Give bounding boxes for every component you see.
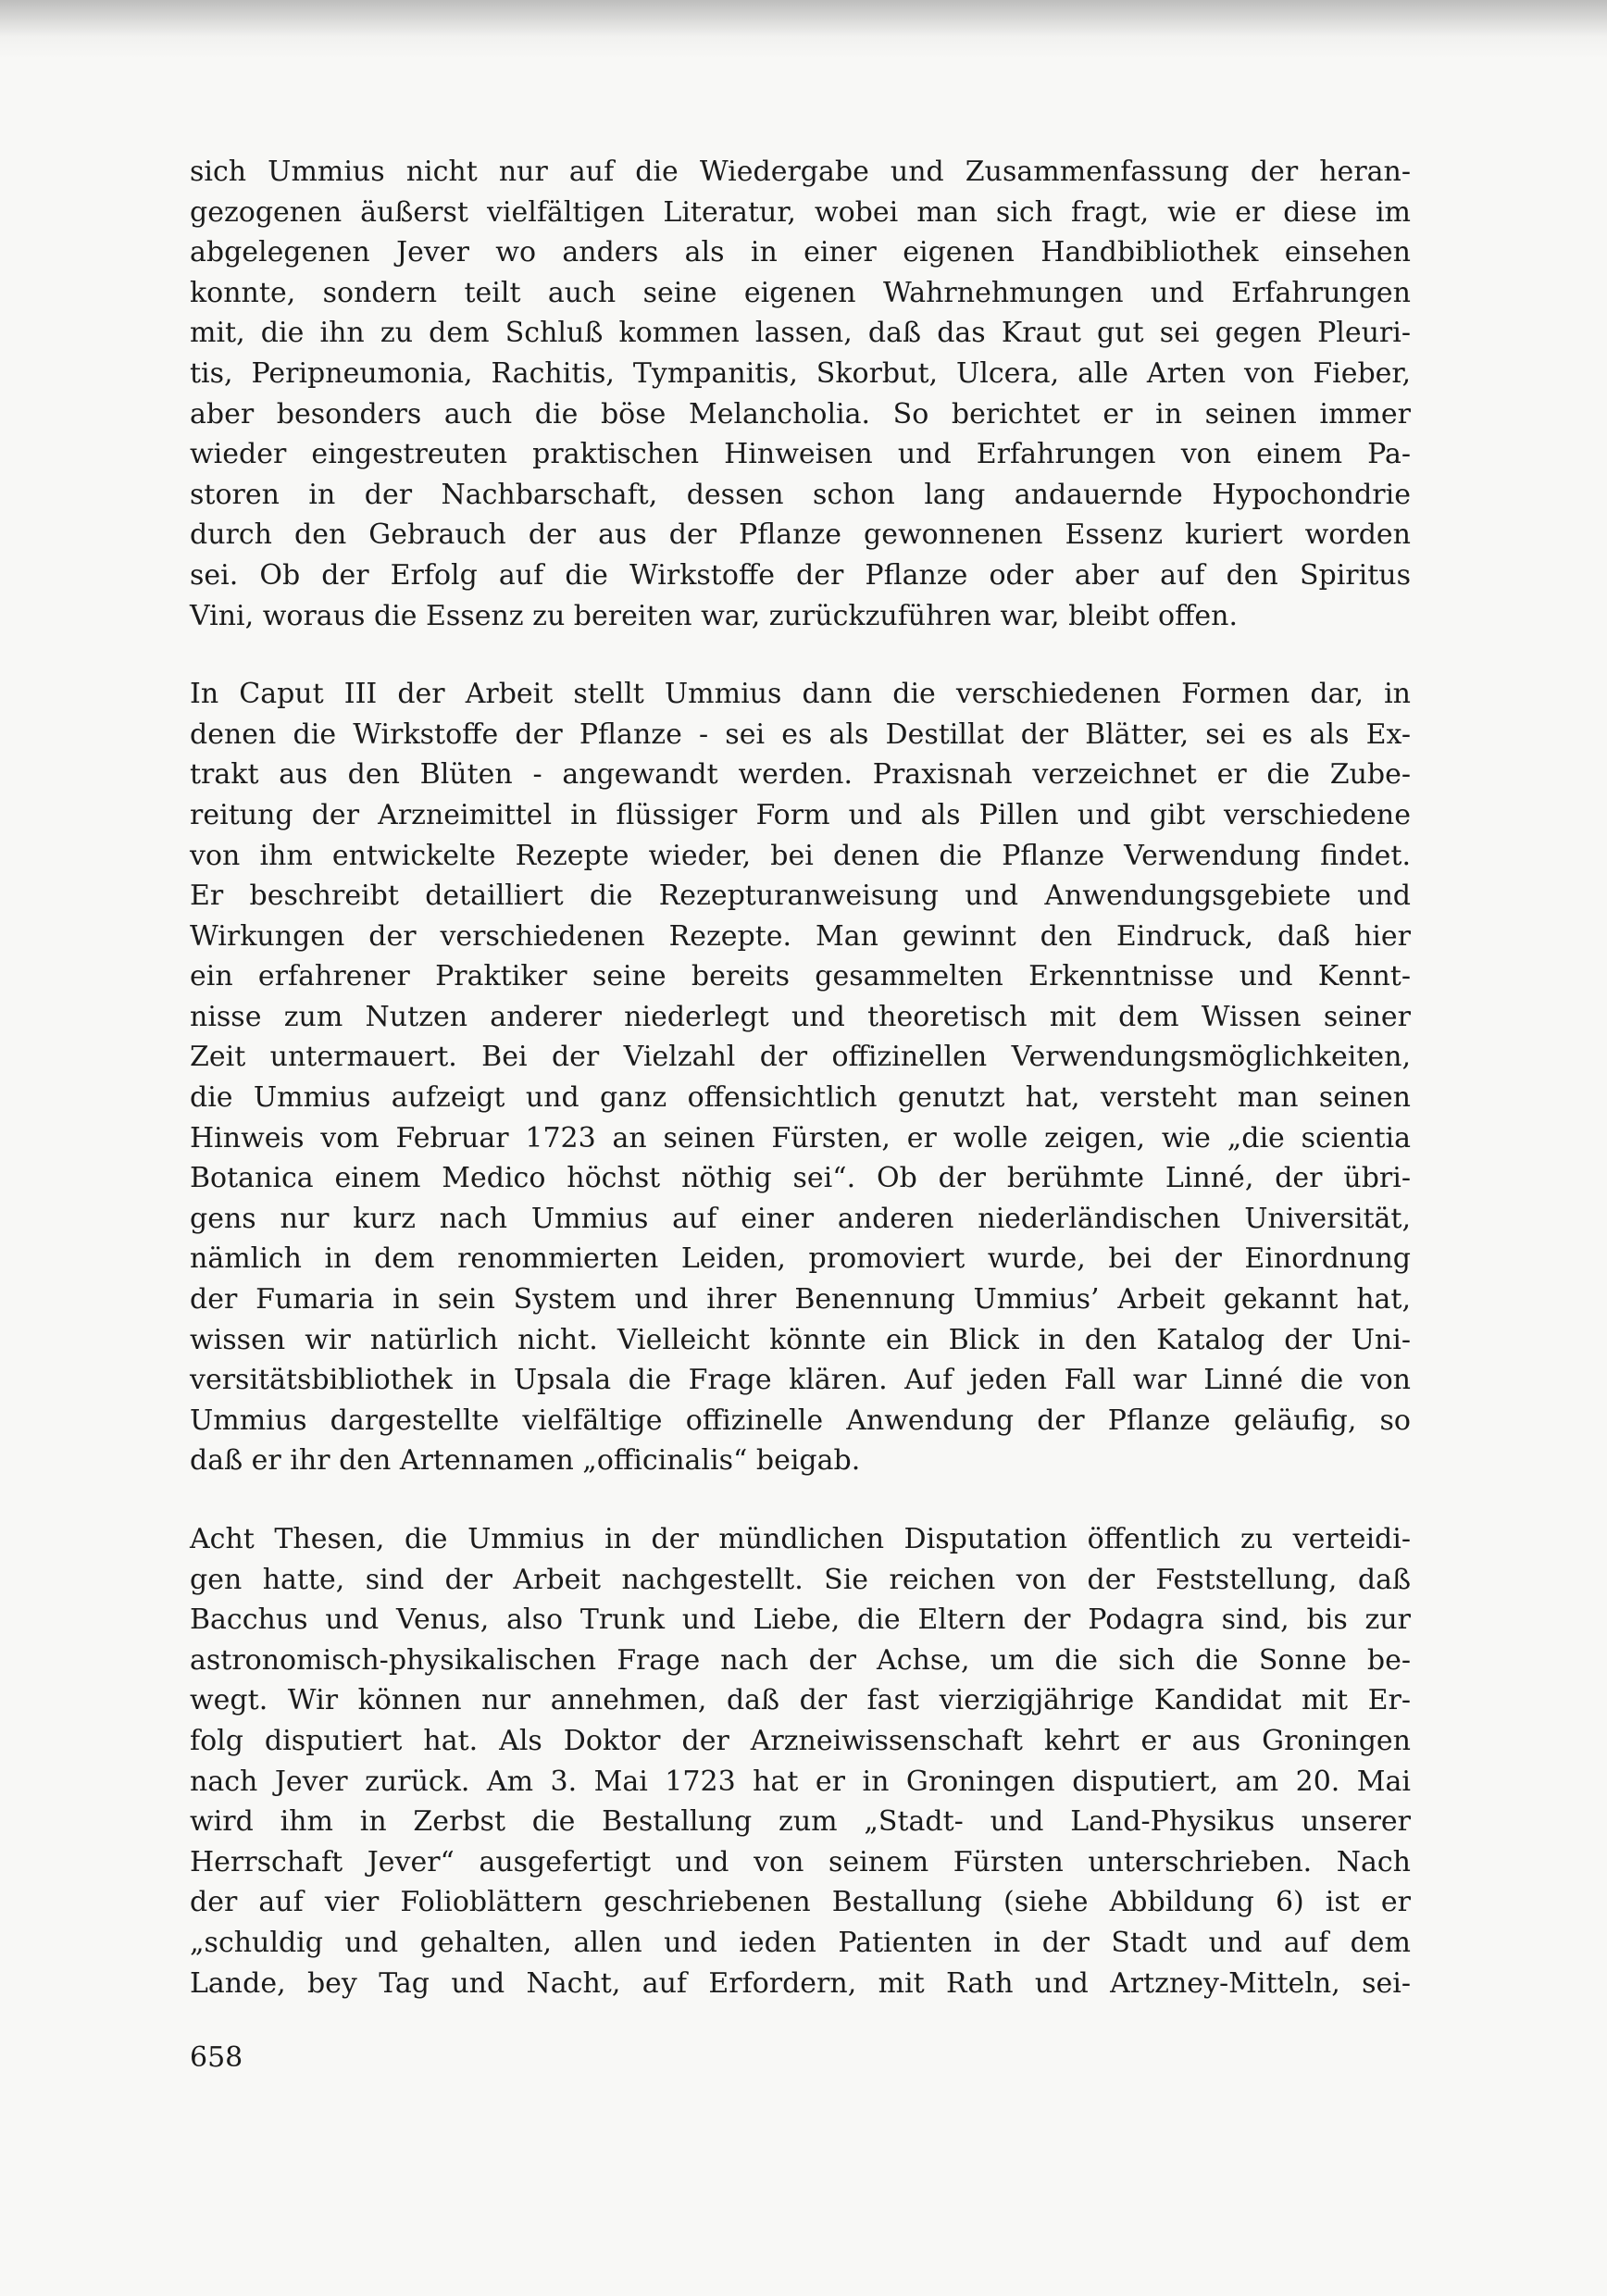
- text-line: Herrschaft Jever“ ausgefertigt und von seinem Fürsten unterschrieben. Nach: [190, 1845, 1411, 1878]
- text-line: Botanica einem Medico höchst nöthig sei“. Ob der berühmte Linné, der übri-: [190, 1162, 1411, 1195]
- text-line: die Ummius aufzeigt und ganz offensichtlich genutzt hat, versteht man seinen: [190, 1081, 1411, 1115]
- text-line: versitätsbibliothek in Upsala die Frage klären. Auf jeden Fall war Linné die von: [190, 1364, 1411, 1397]
- text-line: wegt. Wir können nur annehmen, daß der fast vierzigjährige Kandidat mit Er-: [190, 1684, 1411, 1717]
- text-line: „schuldig und gehalten, allen und ieden Patienten in der Stadt und auf dem: [190, 1926, 1411, 1959]
- text-line: gen hatte, sind der Arbeit nachgestellt. Sie reichen von der Feststellung, daß: [190, 1563, 1411, 1596]
- page-number: 658: [190, 2041, 243, 2075]
- text-line: sich Ummius nicht nur auf die Wiedergabe und Zusammenfassung der heran-: [190, 156, 1411, 188]
- text-line: Hinweis vom Februar 1723 an seinen Fürsten, er wolle zeigen, wie „die scientia: [190, 1121, 1411, 1154]
- paragraph: [190, 1519, 1411, 2003]
- text-line: wissen wir natürlich nicht. Vielleicht könnte ein Blick in den Katalog der Uni-: [190, 1323, 1411, 1356]
- text-line: Acht Thesen, die Ummius in der mündlichen Disputation öffentlich zu verteidi-: [190, 1523, 1411, 1555]
- text-line: reitung der Arzneimittel in flüssiger Form und als Pillen und gibt verschiedene: [190, 798, 1411, 831]
- text-line: Ummius dargestellte vielfältige offizinelle Anwendung der Pflanze geläufig, so: [190, 1404, 1411, 1437]
- text-line: Bacchus und Venus, also Trunk und Liebe, die Eltern der Podagra sind, bis zur: [190, 1603, 1411, 1637]
- text-line: wieder eingestreuten praktischen Hinweisen und Erfahrungen von einem Pa-: [190, 438, 1411, 471]
- text-line: gens nur kurz nach Ummius auf einer anderen niederländischen Universität,: [190, 1202, 1411, 1235]
- text-line: denen die Wirkstoffe der Pflanze - sei es als Destillat der Blätter, sei es als Ex-: [190, 718, 1411, 751]
- text-line: aber besonders auch die böse Melancholia. So berichtet er in seinen immer: [190, 397, 1411, 430]
- text-line: Wirkungen der verschiedenen Rezepte. Man gewinnt den Eindruck, daß hier: [190, 919, 1411, 953]
- text-line: von ihm entwickelte Rezepte wieder, bei denen die Pflanze Verwendung findet.: [190, 839, 1411, 872]
- text-line: gezogenen äußerst vielfältigen Literatur, wobei man sich fragt, wie er diese im: [190, 195, 1411, 229]
- text-line: wird ihm in Zerbst die Bestallung zum „Stadt- und Land-Physikus unserer: [190, 1805, 1411, 1839]
- text-line: In Caput III der Arbeit stellt Ummius dann die verschiedenen Formen dar, in: [190, 678, 1411, 711]
- text-line: trakt aus den Blüten - angewandt werden. Praxisnah verzeichnet er die Zube-: [190, 758, 1411, 792]
- text-line: der auf vier Folioblättern geschriebenen Bestallung (siehe Abbildung 6) ist er: [190, 1886, 1411, 1919]
- text-line: konnte, sondern teilt auch seine eigenen Wahrnehmungen und Erfahrungen: [190, 276, 1411, 309]
- text-line: Lande, bey Tag und Nacht, auf Erfordern, mit Rath und Artzney-Mitteln, sei-: [190, 1966, 1411, 2000]
- text-line: Er beschreibt detailliert die Rezepturanweisung und Anwendungsgebiete und: [190, 880, 1411, 913]
- text-line: abgelegenen Jever wo anders als in einer eigenen Handbibliothek einsehen: [190, 236, 1411, 269]
- text-line: Vini, woraus die Essenz zu bereiten war, zurückzuführen war, bleibt offen.: [190, 599, 1239, 632]
- text-line: storen in der Nachbarschaft, dessen schon lang andauernde Hypochondrie: [190, 478, 1411, 511]
- text-line: mit, die ihn zu dem Schluß kommen lassen, daß das Kraut gut sei gegen Pleuri-: [190, 317, 1411, 350]
- text-line: nisse zum Nutzen anderer niederlegt und theoretisch mit dem Wissen seiner: [190, 1000, 1411, 1033]
- text-line: folg disputiert hat. Als Doktor der Arzneiwissenschaft kehrt er aus Groningen: [190, 1724, 1411, 1757]
- paragraph: [190, 674, 1411, 1481]
- text-line: tis, Peripneumonia, Rachitis, Tympanitis, Skorbut, Ulcera, alle Arten von Fieber,: [190, 356, 1411, 390]
- text-line: ein erfahrener Praktiker seine bereits gesammelten Erkenntnisse und Kennt-: [190, 960, 1411, 993]
- text-line: Zeit untermauert. Bei der Vielzahl der offizinellen Verwendungsmöglichkeiten,: [190, 1041, 1411, 1074]
- text-line: nämlich in dem renommierten Leiden, promoviert wurde, bei der Einordnung: [190, 1242, 1411, 1276]
- text-line: sei. Ob der Erfolg auf die Wirkstoffe der Pflanze oder aber auf den Spiritus: [190, 558, 1411, 592]
- paragraph: [190, 152, 1411, 636]
- text-line: nach Jever zurück. Am 3. Mai 1723 hat er in Groningen disputiert, am 20. Mai: [190, 1765, 1411, 1798]
- text-line: durch den Gebrauch der aus der Pflanze gewonnenen Essenz kuriert worden: [190, 518, 1411, 552]
- scan-edge-shadow: [0, 0, 1607, 59]
- text-line: astronomisch-physikalischen Frage nach der Achse, um die sich die Sonne be-: [190, 1643, 1411, 1677]
- text-line: daß er ihr den Artennamen „officinalis“ beigab.: [190, 1444, 861, 1478]
- text-line: der Fumaria in sein System und ihrer Benennung Ummius’ Arbeit gekannt hat,: [190, 1283, 1411, 1316]
- body-text: [190, 152, 1411, 2078]
